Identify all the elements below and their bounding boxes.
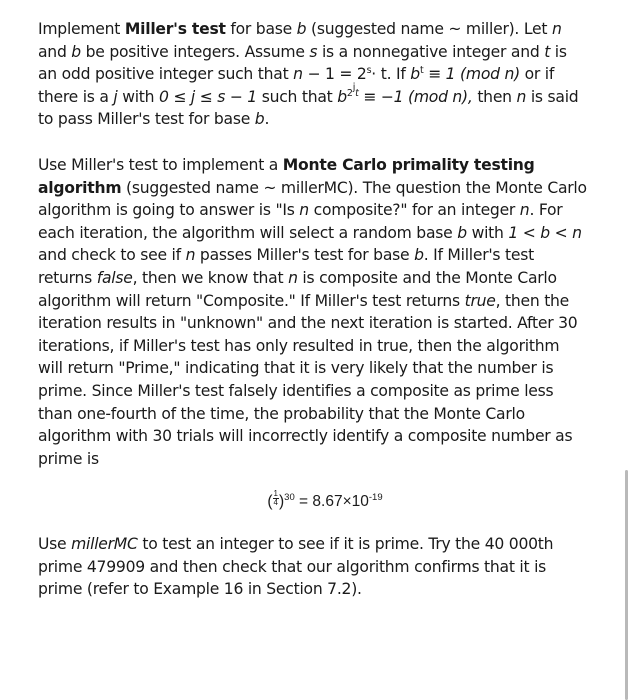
text: . If Miller's test returns [38, 246, 534, 287]
range-b: 1 < b < n [508, 223, 582, 242]
text: (suggested name ~ miller). Let [306, 20, 552, 38]
text: Implement [38, 20, 125, 38]
var-b: b [254, 110, 265, 129]
congruence-1: ≡ 1 (mod n) [423, 65, 520, 84]
var-b: b [296, 20, 307, 38]
text: is said to pass Miller's test for base [38, 87, 579, 129]
var-t: t [544, 42, 551, 61]
text: − 1 = 2 [302, 65, 367, 84]
exp-base: 2 [346, 87, 353, 99]
text: · t. If [371, 65, 411, 84]
text: is an odd positive integer such that [38, 42, 567, 84]
var-b: b [71, 42, 81, 61]
term-false: false [96, 268, 133, 287]
exp-2jt [346, 81, 359, 99]
var-n: n [551, 20, 562, 38]
paren-close: ) [279, 493, 285, 511]
text: be positive integers. Assume [80, 42, 310, 61]
text: with [466, 223, 509, 242]
term-monte-carlo: Monte Carlo primality testing algorithm [38, 155, 535, 197]
var-n: n [185, 246, 196, 265]
var-n: n [299, 201, 309, 220]
paragraph-monte-carlo [38, 154, 588, 470]
var-n: n [288, 268, 298, 287]
text: then [472, 87, 517, 106]
var-b: b [414, 246, 424, 265]
var-s: s [309, 42, 318, 61]
text: , then the iteration results in "unknown" and the next iteration is started. After 30 iterations, if Miller's test has only resulted in true, then the algorithm will return "Prime," indicating that it is very likely that the number is prime. Since Miller's test falsely identifies a composite as prime less than one-fourth of the time, the probability that the Monte Carlo algorithm with 30 trials will incorrectly identify a composite number as prime is [38, 291, 578, 468]
fraction-denominator: 4 [273, 498, 278, 508]
text: or if there is a [38, 65, 555, 106]
text: for base [225, 20, 297, 38]
exponent-minus-19: -19 [368, 492, 383, 504]
var-n: n [293, 65, 303, 84]
text: such that [256, 87, 338, 106]
text: . For each iteration, the algorithm will select a random base [38, 201, 563, 242]
var-n: n [516, 87, 527, 106]
exp-t: t [355, 87, 359, 99]
congruence-minus-1: ≡ −1 (mod n), [358, 87, 473, 106]
formula-result: = 8.67×10 [294, 493, 369, 511]
text: passes Miller's test for base [195, 246, 415, 265]
text: , then we know that [132, 268, 289, 287]
paragraph-test-prime [38, 533, 588, 601]
probability-formula [38, 490, 588, 516]
text: and [38, 42, 72, 61]
paragraph-millers-test [38, 18, 588, 131]
range-j: 0 ≤ j ≤ s − 1 [158, 87, 257, 106]
text: Use [38, 535, 72, 554]
text: is a nonnegative integer and [317, 42, 545, 61]
var-j: j [113, 87, 118, 106]
text: composite?" for an integer [308, 201, 520, 220]
term-true: true [464, 291, 496, 310]
document-body [38, 18, 588, 601]
var-b: b [337, 87, 347, 106]
var-n: n [519, 201, 530, 220]
scrollbar-thumb[interactable] [625, 470, 628, 700]
exp-t: t [419, 65, 424, 77]
text: with [117, 87, 159, 106]
var-b: b [457, 223, 467, 242]
text: and check to see if [38, 246, 186, 265]
text: (suggested name ~ millerMC). The question the Monte Carlo algorithm is going to answer is "Is [38, 178, 587, 220]
text: to test an integer to see if it is prime. Try the 40 000th prime 479909 and then check that our algorithm confirms that it is prime (refer to Example 16 in Section 7.2). [38, 535, 554, 599]
text: Use Miller's test to implement a [38, 155, 283, 174]
exp-s: s [366, 65, 372, 77]
term-millers-test: Miller's test [124, 20, 226, 38]
exponent-30: 30 [284, 492, 295, 504]
text: . [264, 110, 270, 129]
text: is composite and the Monte Carlo algorithm will return "Composite." If Miller's test returns [38, 268, 557, 310]
exp-j: j [352, 81, 356, 93]
fraction-numerator: 1 [273, 489, 278, 499]
paren-open: ( [267, 493, 273, 511]
term-millermc: millerMC [71, 535, 138, 554]
var-b: b [410, 65, 420, 84]
